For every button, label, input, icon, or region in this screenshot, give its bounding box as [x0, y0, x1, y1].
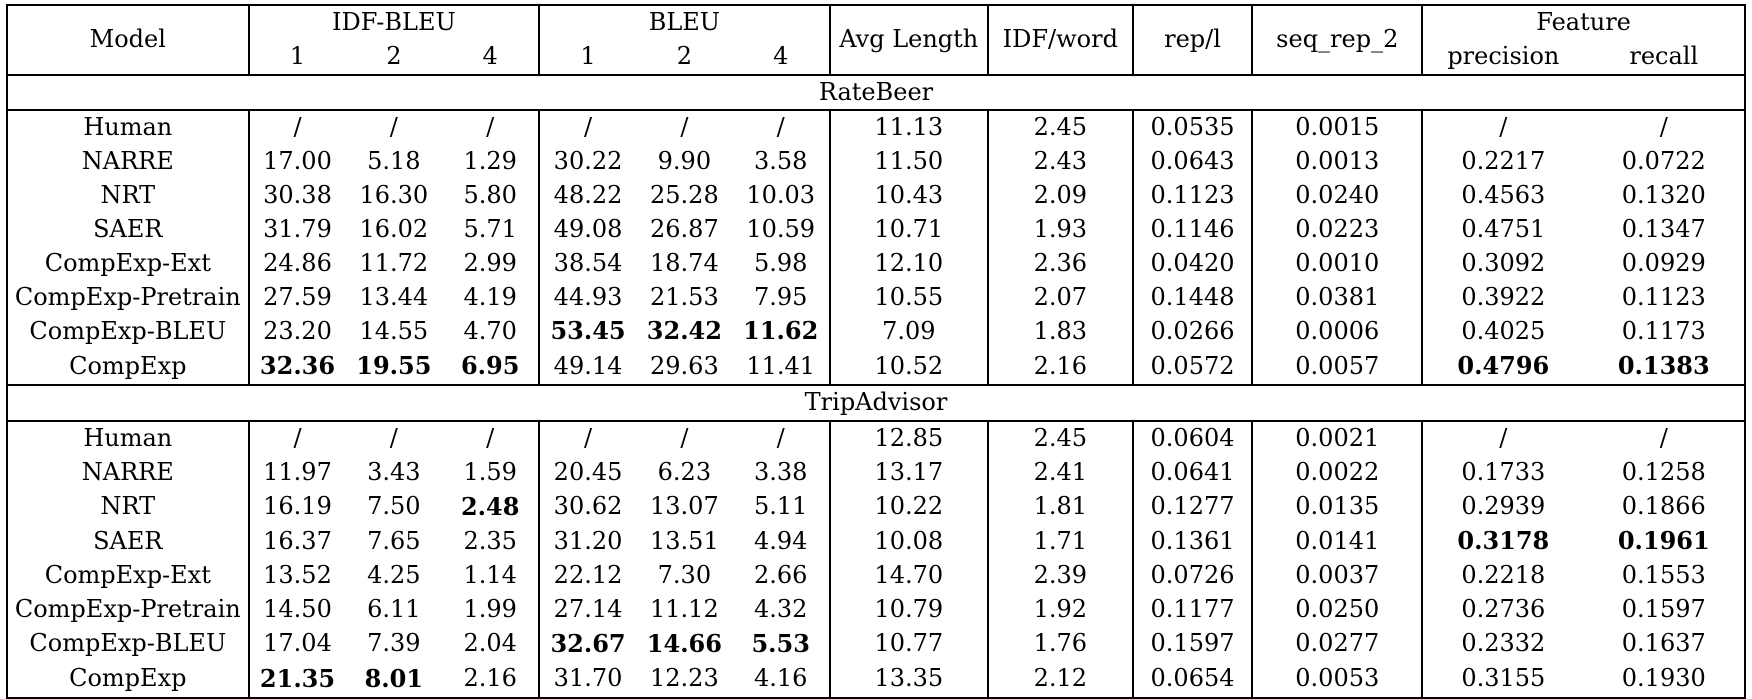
row-cell: 4.25 [367, 561, 421, 590]
header-group-idf-bleu: IDF-BLEU [249, 5, 540, 40]
row-cell: 14.66 [646, 628, 722, 658]
row-cell: 17.04 [249, 627, 346, 662]
row-cell: 10.55 [830, 281, 988, 315]
row-cell: 0.0022 [1252, 456, 1422, 490]
row-cell: 10.22 [830, 490, 988, 525]
row-cell: 7.39 [367, 629, 421, 658]
row-cell: 0.0641 [1133, 456, 1253, 490]
header-idf-bleu-4: 4 [442, 40, 539, 75]
row-cell: 1.59 [463, 457, 517, 486]
row-cell: 0.3922 [1422, 281, 1583, 315]
row-cell: 1.93 [988, 213, 1133, 247]
row-cell: 11.12 [650, 595, 719, 624]
row-cell: 30.22 [539, 145, 636, 179]
row-cell: 29.63 [650, 351, 719, 380]
row-cell: / [776, 113, 785, 142]
row-cell: 0.0053 [1252, 662, 1422, 698]
row-cell: 38.54 [539, 247, 636, 281]
row-cell: 2.45 [988, 421, 1133, 456]
row-cell: 22.12 [539, 559, 636, 593]
row-cell: / [486, 113, 495, 142]
row-model-name: NRT [100, 492, 156, 521]
row-cell: 0.0535 [1133, 110, 1253, 145]
row-model-name: CompExp [69, 351, 187, 380]
row-cell: 2.16 [463, 664, 517, 693]
row-model-name: NARRE [81, 147, 174, 176]
row-cell: 5.18 [367, 147, 421, 176]
row-cell: 7.65 [367, 526, 421, 555]
row-cell: 4.19 [463, 282, 517, 311]
row-model-name: CompExp-BLEU [29, 629, 227, 658]
row-cell: 2.35 [463, 526, 517, 555]
header-group-bleu: BLEU [539, 5, 830, 40]
row-cell: 16.37 [249, 524, 346, 559]
row-cell: 0.0057 [1252, 349, 1422, 385]
row-model-name: CompExp-Ext [44, 248, 211, 277]
row-cell: 11.72 [359, 248, 429, 277]
row-model-name: CompExp-BLEU [29, 316, 227, 345]
row-cell: 0.2218 [1422, 559, 1583, 593]
row-cell: 0.4025 [1422, 314, 1583, 349]
row-cell: 0.1173 [1621, 316, 1706, 345]
row-cell: 18.74 [650, 248, 719, 277]
section-header-row [7, 385, 1745, 421]
header-idf-word: IDF/word [988, 5, 1133, 75]
row-cell: 20.45 [539, 456, 636, 490]
table-row [7, 421, 1745, 456]
row-cell: 0.1258 [1621, 457, 1706, 486]
row-cell: 13.51 [650, 526, 719, 555]
row-cell: 0.1448 [1133, 281, 1253, 315]
row-cell: 0.2332 [1422, 627, 1583, 662]
row-cell: 4.16 [754, 664, 808, 693]
row-cell: 3.38 [754, 457, 808, 486]
row-cell: 5.98 [754, 248, 808, 277]
header-model: Model [89, 24, 166, 53]
row-cell: 0.0013 [1252, 145, 1422, 179]
section-title: RateBeer [7, 75, 1745, 111]
row-cell: 0.1320 [1621, 181, 1706, 210]
row-cell: 5.71 [463, 214, 517, 243]
row-cell: 2.36 [988, 247, 1133, 281]
row-cell: / [249, 110, 346, 145]
row-cell: / [389, 423, 398, 452]
row-cell: 10.77 [830, 627, 988, 662]
row-cell: 30.62 [539, 490, 636, 525]
row-cell: 10.79 [830, 593, 988, 627]
row-cell: 0.0654 [1133, 662, 1253, 698]
row-cell: 16.30 [359, 181, 429, 210]
row-cell: 5.80 [463, 181, 517, 210]
row-cell: 13.17 [830, 456, 988, 490]
row-cell: 21.53 [650, 282, 719, 311]
row-cell: 0.4563 [1422, 179, 1583, 213]
row-cell: 2.99 [463, 248, 517, 277]
row-cell: 0.1597 [1133, 627, 1253, 662]
header-idf-bleu-2: 2 [345, 40, 442, 75]
row-cell: 32.67 [539, 627, 636, 662]
row-cell: 0.3178 [1422, 524, 1583, 559]
row-cell: 2.41 [988, 456, 1133, 490]
row-cell: 0.0572 [1133, 349, 1253, 385]
row-cell: 19.55 [356, 351, 432, 381]
row-cell: 7.50 [367, 492, 421, 521]
table-row [7, 213, 1745, 247]
header-feature-precision: precision [1422, 40, 1583, 75]
header-row-groups [7, 5, 1745, 40]
table-body [7, 75, 1745, 698]
row-cell: / [486, 423, 495, 452]
table-row [7, 179, 1745, 213]
row-cell: 0.2736 [1422, 593, 1583, 627]
row-cell: 1.71 [988, 524, 1133, 559]
row-cell: 0.1277 [1133, 490, 1253, 525]
row-model-name: CompExp-Pretrain [14, 595, 241, 624]
row-cell: 0.1961 [1617, 526, 1710, 556]
row-cell: 2.43 [988, 145, 1133, 179]
row-cell: 16.19 [249, 490, 346, 525]
table-row [7, 110, 1745, 145]
row-cell: 23.20 [249, 314, 346, 349]
row-cell: 6.95 [460, 351, 520, 381]
row-cell: 0.1123 [1133, 179, 1253, 213]
row-cell: 13.44 [359, 282, 429, 311]
row-cell: 53.45 [539, 314, 636, 349]
row-cell: 0.0250 [1252, 593, 1422, 627]
row-cell: 5.53 [751, 628, 810, 658]
row-cell: 32.36 [249, 349, 346, 385]
row-cell: / [249, 421, 346, 456]
table-row [7, 314, 1745, 349]
header-feature-recall: recall [1584, 40, 1745, 75]
row-cell: 0.1553 [1621, 561, 1706, 590]
row-cell: 11.62 [743, 316, 819, 346]
row-cell: 1.14 [463, 561, 517, 590]
row-cell: / [1659, 423, 1668, 452]
row-cell: 4.94 [754, 526, 808, 555]
row-cell: 1.83 [988, 314, 1133, 349]
row-cell: 10.52 [830, 349, 988, 385]
section-header-row [7, 75, 1745, 111]
row-cell: 0.0240 [1252, 179, 1422, 213]
row-cell: 14.70 [830, 559, 988, 593]
row-cell: 0.0929 [1621, 248, 1706, 277]
row-model-name: Human [83, 423, 173, 452]
row-cell: 12.10 [830, 247, 988, 281]
row-cell: 25.28 [650, 181, 719, 210]
row-cell: 6.11 [367, 595, 421, 624]
row-cell: 10.59 [746, 214, 816, 243]
row-cell: / [539, 110, 636, 145]
row-cell: / [1422, 421, 1583, 456]
table-row [7, 559, 1745, 593]
row-cell: 12.23 [650, 664, 719, 693]
row-cell: 11.41 [746, 351, 816, 380]
row-model-name: SAER [93, 214, 163, 243]
row-cell: / [680, 113, 689, 142]
row-model-name: SAER [93, 526, 163, 555]
row-cell: 0.0726 [1133, 559, 1253, 593]
row-cell: 3.43 [367, 457, 421, 486]
row-cell: 14.55 [359, 316, 429, 345]
row-cell: 0.1177 [1133, 593, 1253, 627]
row-cell: 32.42 [646, 316, 722, 346]
row-cell: 0.4796 [1422, 349, 1583, 385]
row-cell: 7.09 [830, 314, 988, 349]
row-model-name: CompExp [69, 664, 187, 693]
row-cell: 0.1733 [1422, 456, 1583, 490]
row-cell: / [1659, 113, 1668, 142]
row-cell: 11.50 [830, 145, 988, 179]
row-cell: 27.59 [249, 281, 346, 315]
row-cell: 1.92 [988, 593, 1133, 627]
row-cell: 2.66 [754, 561, 808, 590]
row-model-name: NRT [100, 181, 156, 210]
header-avg-length: Avg Length [830, 5, 988, 75]
row-cell: 0.1930 [1621, 664, 1706, 693]
row-cell: 0.1123 [1621, 282, 1706, 311]
row-cell: 2.16 [988, 349, 1133, 385]
header-bleu-2: 2 [636, 40, 733, 75]
table-row [7, 593, 1745, 627]
row-cell: 49.08 [539, 213, 636, 247]
table-row [7, 456, 1745, 490]
row-cell: 10.71 [830, 213, 988, 247]
row-cell: 0.0381 [1252, 281, 1422, 315]
row-cell: 0.0135 [1252, 490, 1422, 525]
row-cell: 0.0223 [1252, 213, 1422, 247]
row-cell: / [539, 421, 636, 456]
row-cell: 0.0722 [1621, 147, 1706, 176]
header-seq-rep-2: seq_rep_2 [1252, 5, 1422, 75]
row-cell: 1.81 [988, 490, 1133, 525]
row-cell: 12.85 [830, 421, 988, 456]
row-cell: 16.02 [359, 214, 429, 243]
row-model-name: CompExp-Ext [44, 561, 211, 590]
row-cell: / [389, 113, 398, 142]
row-cell: 9.90 [657, 147, 712, 176]
row-cell: 0.0643 [1133, 145, 1253, 179]
row-model-name: NARRE [81, 457, 174, 486]
row-model-name: CompExp-Pretrain [14, 282, 241, 311]
row-cell: 2.45 [988, 110, 1133, 145]
row-cell: 0.0604 [1133, 421, 1253, 456]
row-cell: 11.97 [249, 456, 346, 490]
row-cell: 0.2939 [1422, 490, 1583, 525]
row-cell: 4.32 [754, 595, 808, 624]
row-cell: 24.86 [249, 247, 346, 281]
row-cell: 49.14 [539, 349, 636, 385]
section-title: TripAdvisor [7, 385, 1745, 421]
row-cell: 13.52 [249, 559, 346, 593]
row-cell: 0.1383 [1617, 351, 1710, 381]
row-cell: 27.14 [539, 593, 636, 627]
row-cell: 14.50 [249, 593, 346, 627]
row-cell: 0.0420 [1133, 247, 1253, 281]
row-cell: 11.13 [830, 110, 988, 145]
table-row [7, 281, 1745, 315]
row-cell: 0.1637 [1621, 629, 1706, 658]
row-model-name: Human [83, 113, 173, 142]
row-cell: 31.79 [249, 213, 346, 247]
row-cell: 0.0021 [1252, 421, 1422, 456]
table-row [7, 145, 1745, 179]
row-cell: 31.70 [539, 662, 636, 698]
table-row [7, 524, 1745, 559]
row-cell: 2.07 [988, 281, 1133, 315]
row-cell: 2.12 [988, 662, 1133, 698]
table-row [7, 247, 1745, 281]
row-cell: / [776, 423, 785, 452]
table-row [7, 349, 1745, 385]
row-cell: 17.00 [249, 145, 346, 179]
row-cell: 7.95 [754, 282, 808, 311]
row-cell: 6.23 [657, 457, 712, 486]
row-cell: 26.87 [650, 214, 719, 243]
row-cell: 10.08 [830, 524, 988, 559]
row-cell: 5.11 [754, 492, 808, 521]
table-row [7, 627, 1745, 662]
row-cell: 1.76 [988, 627, 1133, 662]
header-rep-l: rep/l [1133, 5, 1253, 75]
row-cell: 0.0010 [1252, 247, 1422, 281]
row-cell: 0.1347 [1621, 214, 1706, 243]
row-cell: 2.09 [988, 179, 1133, 213]
table-row [7, 490, 1745, 525]
row-cell: 0.0277 [1252, 627, 1422, 662]
row-cell: 0.1866 [1621, 492, 1706, 521]
row-cell: 3.58 [754, 147, 808, 176]
row-cell: 44.93 [539, 281, 636, 315]
row-cell: 2.04 [463, 629, 517, 658]
row-cell: 0.0015 [1252, 110, 1422, 145]
header-group-feature: Feature [1422, 5, 1745, 40]
row-cell: 13.07 [650, 492, 719, 521]
row-cell: 0.3092 [1422, 247, 1583, 281]
header-bleu-1: 1 [539, 40, 636, 75]
row-cell: 10.03 [746, 181, 816, 210]
row-cell: 30.38 [249, 179, 346, 213]
row-cell: 2.39 [988, 559, 1133, 593]
row-cell: / [680, 423, 689, 452]
table-row [7, 662, 1745, 698]
row-cell: 13.35 [830, 662, 988, 698]
results-table [6, 4, 1746, 699]
row-cell: 48.22 [539, 179, 636, 213]
row-cell: 21.35 [249, 662, 346, 698]
header-idf-bleu-1: 1 [249, 40, 346, 75]
row-cell: 0.1146 [1133, 213, 1253, 247]
header-bleu-4: 4 [733, 40, 830, 75]
row-cell: 31.20 [539, 524, 636, 559]
row-cell: 0.0006 [1252, 314, 1422, 349]
row-cell: / [1422, 110, 1583, 145]
row-cell: 0.3155 [1422, 662, 1583, 698]
row-cell: 0.1361 [1133, 524, 1253, 559]
row-cell: 1.29 [463, 147, 517, 176]
row-cell: 7.30 [657, 561, 712, 590]
row-cell: 2.48 [460, 491, 520, 521]
row-cell: 10.43 [830, 179, 988, 213]
row-cell: 0.0266 [1133, 314, 1253, 349]
table-header [7, 5, 1745, 75]
row-cell: 4.70 [463, 316, 517, 345]
row-cell: 0.2217 [1422, 145, 1583, 179]
row-cell: 0.1597 [1621, 595, 1706, 624]
row-cell: 1.99 [463, 595, 517, 624]
row-cell: 0.0037 [1252, 559, 1422, 593]
row-cell: 8.01 [364, 663, 424, 693]
row-cell: 0.4751 [1422, 213, 1583, 247]
row-cell: 0.0141 [1252, 524, 1422, 559]
